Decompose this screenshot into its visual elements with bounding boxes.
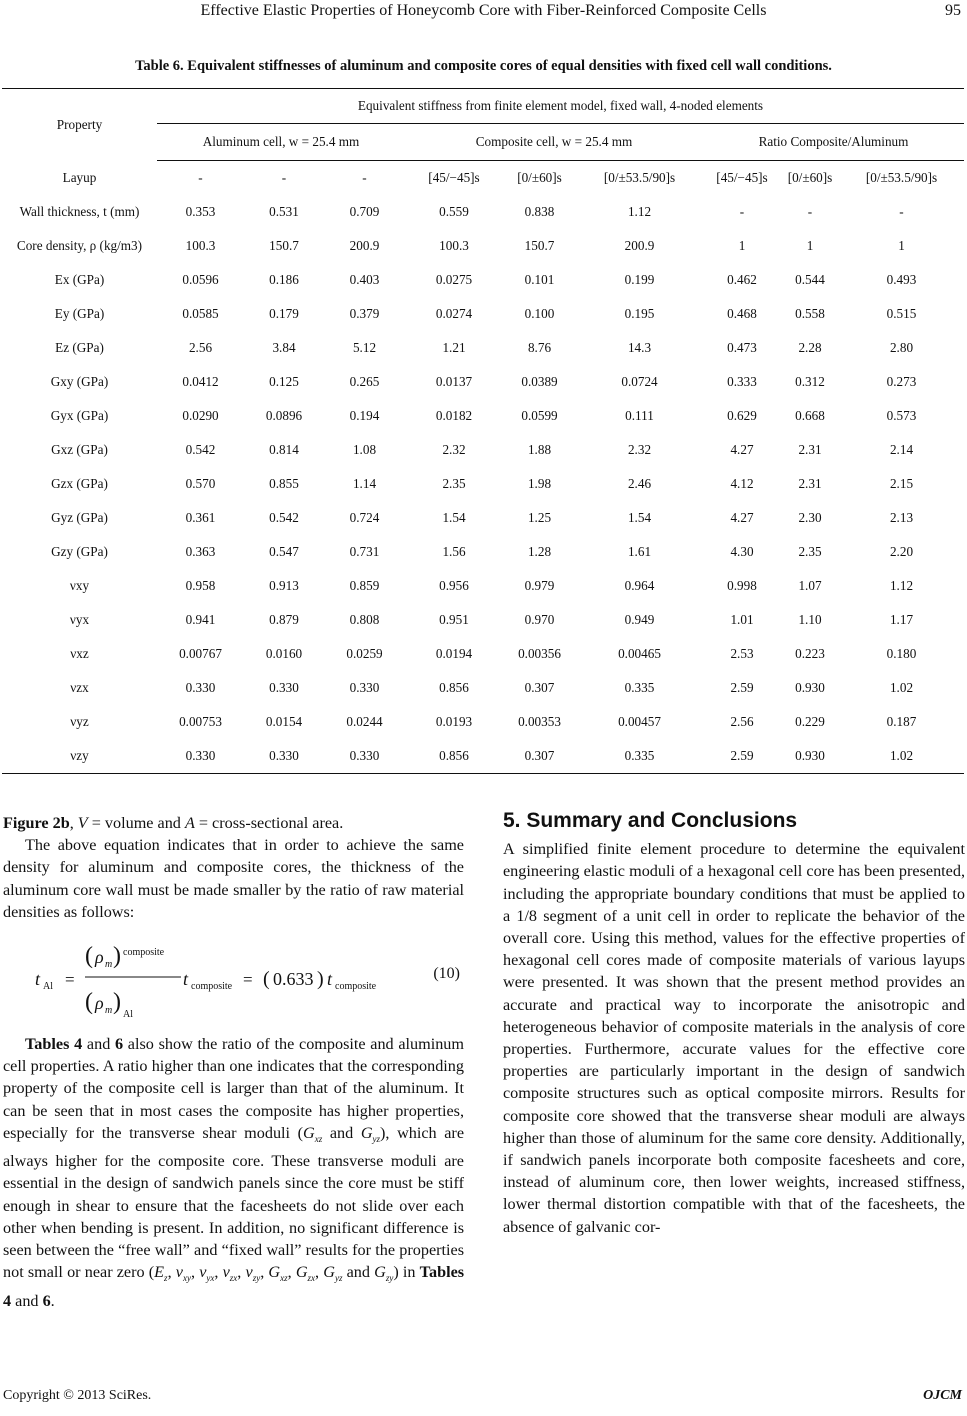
paragraph: The above equation indicates that in order to achieve the same density for aluminum and composite cores, the thickness of the aluminum core wall must be made smaller by the ratio of raw material densities as follows: [3, 836, 464, 921]
table-cell: 0.462 [727, 272, 757, 287]
table-cell: 2.53 [730, 646, 754, 661]
table-cell: 0.0896 [265, 408, 303, 423]
equation-coefficient: 0.633 [273, 969, 314, 990]
table-cell: 0.930 [781, 739, 839, 774]
table-cell: 1 [806, 238, 814, 253]
svg-text:=: = [243, 970, 253, 990]
table-cell: 1.28 [527, 544, 552, 559]
table-row [2, 297, 964, 331]
svg-text:(: ( [85, 943, 93, 970]
row-label: Ex (GPa) [54, 272, 105, 287]
paragraph: Figure 2b, V = volume and A = cross-sectional area. [3, 814, 344, 832]
table-cell: 1.21 [442, 340, 466, 355]
table-cell: 0.125 [269, 374, 299, 389]
row-label: Gxz (GPa) [51, 442, 108, 457]
table-cell: 1.88 [527, 442, 552, 457]
table-cell: 0.0585 [182, 306, 219, 321]
page-number: 95 [945, 2, 961, 19]
row-label: Layup [62, 169, 97, 185]
row-label: Core density, ρ (kg/m3) [16, 238, 143, 253]
page-footer [3, 1388, 964, 1404]
table-cell: 1.08 [352, 442, 377, 457]
table-cell: 0.0193 [435, 714, 473, 729]
table-cell: 1.54 [627, 510, 652, 525]
table-cell: 0.00753 [179, 714, 222, 729]
table-cell: 2.59 [730, 680, 754, 695]
table-cell: 5.12 [352, 340, 377, 355]
table-cell: 0.403 [349, 272, 380, 287]
table-cell: 0.00465 [618, 646, 661, 661]
table-cell: 1.01 [730, 612, 754, 627]
svg-text:(: ( [85, 989, 93, 1016]
row-label: Gxy (GPa) [50, 374, 109, 389]
figure-ref: Figure 2b [3, 814, 70, 832]
table-cell: 1.25 [527, 510, 552, 525]
table-cell: 150.7 [524, 238, 555, 253]
table-cell: 0.856 [439, 680, 469, 695]
journal-name: OJCM [923, 1388, 962, 1403]
table-cell: 0.0244 [346, 714, 383, 729]
table-row [2, 263, 964, 297]
table-cell: 0.179 [269, 306, 299, 321]
table-cell: 2.35 [442, 476, 466, 491]
table-cell: 0.361 [185, 510, 216, 525]
aluminum-subheader: Aluminum cell, w = 25.4 mm [157, 124, 405, 161]
table-cell: 1.07 [798, 578, 822, 593]
table-cell: 2.28 [798, 340, 822, 355]
svg-text:Al: Al [123, 1009, 133, 1021]
table-cell: 4.27 [730, 510, 754, 525]
table-row [2, 569, 964, 603]
table-cell: - [362, 170, 367, 185]
table-cell: 1.12 [627, 204, 652, 219]
table-cell: 0.724 [349, 510, 380, 525]
table-cell: 0.00356 [518, 646, 561, 661]
table-cell: 4.12 [730, 476, 754, 491]
table-cell: 0.542 [185, 442, 216, 457]
table-row [2, 365, 964, 399]
table-cell: 1.17 [889, 612, 914, 627]
table-cell: 0.363 [185, 544, 216, 559]
paragraph: A simplified finite element procedure to determine the equivalent engineering elastic moduli of a hexagonal cell core has been presented, including the appropriate boundary conditions that must be applied to a 1/8 segment of a unit cell in order to replicate the behavior of the overall core. Using this method, values for the effective properties of hexagonal cell cores made of composite materials of various layups were presented. It was shown that the present method provides an accurate and practical way to incorporate the anisotropic and heterogeneous behavior of composite materials in the analysis of core properties. Furthermore, accurate values for the effective core properties are particularly important in the design of sandwich composite structures such as optical composite mirrors. Results for composite core showed that the transverse shear moduli are always higher than those of aluminum for the same core density. Additionally, if sandwich panels incorporate both composite facesheets and core, instead of aluminum core, then lower weights, increased stiffness, lower thermal distortion compatible with that of the facesheets, the absence of galvanic cor- [503, 840, 965, 1236]
table-cell: 2.46 [627, 476, 652, 491]
table-cell: 0.808 [349, 612, 380, 627]
table-cell: 0.333 [727, 374, 757, 389]
table-cell: 0.941 [185, 612, 216, 627]
table-cell: 200.9 [624, 238, 655, 253]
table-cell: 0.629 [727, 408, 757, 423]
equation-10 [3, 923, 464, 1033]
table-cell: 0.0389 [521, 374, 558, 389]
svg-text:composite: composite [335, 981, 377, 993]
table-cell: [0/±53.5/90]s [603, 170, 676, 185]
table-row [2, 399, 964, 433]
table-cell: 0.970 [524, 612, 555, 627]
table-cell: - [198, 170, 203, 185]
table-cell: 0.573 [886, 408, 917, 423]
group-header: Equivalent stiffness from finite element model, fixed wall, 4-noded elements [157, 89, 964, 124]
table-cell: 0.265 [349, 374, 380, 389]
row-label: νxy [69, 578, 90, 593]
table-caption: Table 6. Equivalent stiffnesses of aluminum and composite cores of equal densities with fixed cell wall conditions. [135, 58, 832, 74]
table-cell: 0.00353 [518, 714, 561, 729]
row-label: Gzy (GPa) [51, 544, 108, 559]
table-cell: 2.15 [889, 476, 914, 491]
table-cell: 0.0290 [182, 408, 219, 423]
table-cell: 0.838 [524, 204, 555, 219]
row-label: νyz [70, 714, 89, 729]
table-cell: 0.223 [795, 646, 825, 661]
row-label: Wall thickness, t (mm) [19, 204, 140, 219]
table-cell: 0.949 [624, 612, 655, 627]
svg-text:Al: Al [43, 981, 53, 993]
svg-text:t: t [35, 969, 41, 990]
table-row [2, 433, 964, 467]
table-cell: 0.330 [349, 680, 380, 695]
table-cell: 1.61 [627, 544, 652, 559]
table-cell: 0.335 [576, 739, 703, 774]
table-cell: 0.879 [269, 612, 299, 627]
table-cell: 0.0596 [182, 272, 219, 287]
table-cell: 0.330 [185, 680, 216, 695]
table-cell: 4.27 [730, 442, 754, 457]
svg-text:ρ: ρ [95, 947, 104, 968]
table-cell: 0.353 [185, 204, 216, 219]
row-label: Gyz (GPa) [51, 510, 108, 525]
table-cell: 0.187 [886, 714, 917, 729]
table-cell: 0.544 [795, 272, 825, 287]
table-cell: 0.307 [524, 680, 555, 695]
table-cell: 0.0724 [621, 374, 658, 389]
table-cell: 0.998 [727, 578, 757, 593]
table-cell: 0.856 [405, 739, 503, 774]
table-row [2, 603, 964, 637]
table-cell: 100.3 [185, 238, 216, 253]
table-cell: 0.00767 [179, 646, 222, 661]
table-cell: 4.30 [730, 544, 754, 559]
table-cell: 0.312 [795, 374, 825, 389]
table-cell: 0.101 [524, 272, 555, 287]
table-row [2, 705, 964, 739]
table-cell: 0.668 [795, 408, 825, 423]
table-cell: 1.54 [442, 510, 466, 525]
table-row [2, 671, 964, 705]
table-cell: 0.913 [269, 578, 299, 593]
table-cell: 0.330 [157, 739, 244, 774]
table-cell: 2.30 [798, 510, 822, 525]
svg-text:t: t [183, 969, 189, 990]
table-cell: 0.979 [524, 578, 555, 593]
composite-subheader: Composite cell, w = 25.4 mm [405, 124, 703, 161]
table-cell: 0.855 [269, 476, 299, 491]
table-cell: 0.330 [269, 680, 299, 695]
equation-number: (10) [433, 965, 460, 983]
stiffness-table [2, 88, 964, 774]
table-cell: 0.964 [624, 578, 655, 593]
table-cell: 2.14 [889, 442, 914, 457]
running-header [0, 0, 967, 26]
section-title: 5. Summary and Conclusions [503, 809, 798, 832]
table-cell: 0.570 [185, 476, 216, 491]
table-body [2, 161, 964, 774]
table-cell: 1.02 [889, 680, 914, 695]
table-cell: 2.56 [730, 714, 754, 729]
svg-text:m: m [105, 1005, 113, 1017]
table-cell: 0.195 [624, 306, 655, 321]
table-cell: 1 [738, 238, 746, 253]
running-title: Effective Elastic Properties of Honeycomb Core with Fiber-Reinforced Composite Cells [200, 2, 767, 19]
table-cell: 0.0182 [435, 408, 473, 423]
copyright: Copyright © 2013 SciRes. [3, 1388, 152, 1403]
table-cell: - [807, 204, 813, 219]
table-cell: 0.180 [886, 646, 917, 661]
svg-text:t: t [327, 969, 333, 990]
svg-text:(: ( [263, 968, 270, 991]
ratio-subheader: Ratio Composite/Aluminum [703, 124, 964, 161]
table-cell: 0.307 [503, 739, 576, 774]
table-cell: [0/±60]s [517, 170, 562, 185]
svg-text:): ) [317, 968, 324, 991]
table-row [2, 331, 964, 365]
table-cell: [45/−45]s [716, 170, 768, 185]
svg-text:): ) [113, 989, 121, 1016]
table-cell: 0.958 [185, 578, 216, 593]
svg-text:): ) [113, 943, 121, 970]
row-label: νyx [69, 612, 90, 627]
table-cell: 0.0194 [435, 646, 473, 661]
table-cell: 0.558 [795, 306, 825, 321]
table-cell: 2.59 [703, 739, 781, 774]
table-cell: 0.731 [349, 544, 380, 559]
table-cell: 1.98 [527, 476, 552, 491]
equation-graphic [33, 927, 413, 1027]
table-cell: 0.493 [886, 272, 917, 287]
table-cell: 0.814 [269, 442, 299, 457]
table-cell: 0.0412 [182, 374, 219, 389]
table-cell: 100.3 [439, 238, 469, 253]
table-cell: 0.100 [524, 306, 555, 321]
table-cell: 1.10 [798, 612, 822, 627]
table-cell: 2.35 [798, 544, 822, 559]
table-cell: 3.84 [272, 340, 296, 355]
table-cell: 0.930 [795, 680, 825, 695]
table-cell: 1 [898, 238, 905, 253]
row-label: Gyx (GPa) [50, 408, 109, 423]
table-cell: 0.0274 [435, 306, 473, 321]
table-cell: 0.330 [324, 739, 405, 774]
table-cell: 0.0160 [265, 646, 303, 661]
table-row [2, 229, 964, 263]
table-cell: 0.229 [795, 714, 825, 729]
paragraph: Tables 4 and 6 also show the ratio of the composite and aluminum cell properties. A ratio higher than one indicates that the corresponding property of the composite cell is larger than that of the aluminum. It can be seen that in most cases the composite has higher properties, especially for the transverse shear moduli ($G_{xz}$ and $G_{yz}$), which are always higher for the composite core. These transverse moduli are essential in the design of sandwich panels since the core must be stiff enough in shear to ensure that the facesheets do not slide over each other when bending is present. In addition, no significant difference is seen between the “free wall” and “fixed wall” results for the properties not small or near zero ($E_z$, $\nu_{xy}$, $\nu_{yx}$, $\nu_{zx}$, $\nu_{zy}$, $G_{xz}$, $G_{zx}$, $G_{yz}$ and $G_{zy}$) in Tables 4 and 6. [3, 1035, 465, 1310]
table-cell: 1.14 [352, 476, 377, 491]
table-cell: 0.547 [269, 544, 299, 559]
table-cell: 2.31 [798, 442, 822, 457]
table-cell: 2.20 [889, 544, 914, 559]
table-cell: 0.531 [269, 204, 299, 219]
table-cell: 0.468 [727, 306, 757, 321]
svg-text:composite: composite [191, 981, 233, 993]
table-cell: 0.194 [349, 408, 380, 423]
svg-text:=: = [65, 970, 75, 990]
table-cell: 0.273 [886, 374, 917, 389]
row-label: νxz [70, 646, 89, 661]
table-cell: 2.80 [889, 340, 914, 355]
table-cell: 8.76 [527, 340, 552, 355]
table-cell: 2.31 [798, 476, 822, 491]
left-column [3, 812, 464, 1312]
table-cell: 0.330 [244, 739, 324, 774]
table-cell: 2.56 [188, 340, 213, 355]
table-cell: 0.542 [269, 510, 299, 525]
table-cell: 0.473 [727, 340, 757, 355]
table-cell: 0.956 [439, 578, 469, 593]
row-label: Ez (GPa) [55, 340, 104, 355]
svg-text:composite: composite [123, 947, 165, 959]
table-cell: - [739, 204, 745, 219]
table-cell: [0/±60]s [787, 170, 833, 185]
table-cell: 0.0259 [346, 646, 383, 661]
table-cell: 150.7 [269, 238, 299, 253]
table-cell: 0.111 [625, 408, 654, 423]
table-cell: 200.9 [349, 238, 380, 253]
table-cell: 1.56 [442, 544, 466, 559]
table-cell: 14.3 [627, 340, 652, 355]
table-row [2, 739, 964, 774]
table-cell: 0.709 [349, 204, 380, 219]
row-label: νzy [2, 739, 157, 774]
table-cell: [0/±53.5/90]s [865, 170, 938, 185]
table-row [2, 195, 964, 229]
table-row [2, 161, 964, 196]
table-cell: 0.951 [439, 612, 469, 627]
table-cell: 2.32 [627, 442, 652, 457]
row-label: Gzx (GPa) [51, 476, 108, 491]
table-cell: 0.00457 [618, 714, 661, 729]
table-cell: 0.379 [349, 306, 380, 321]
table-cell: 0.0137 [435, 374, 473, 389]
table-cell: - [899, 204, 904, 219]
table-cell: 0.559 [439, 204, 469, 219]
table-cell: 1.02 [839, 739, 964, 774]
table-cell: 0.0154 [265, 714, 303, 729]
row-label: νzx [70, 680, 89, 695]
table-row [2, 637, 964, 671]
table-row [2, 535, 964, 569]
table-cell: 0.0599 [521, 408, 558, 423]
table-cell: 0.859 [349, 578, 380, 593]
table-cell: 0.515 [886, 306, 917, 321]
table-cell: 0.335 [624, 680, 655, 695]
table-row [2, 467, 964, 501]
table-cell: 0.0275 [435, 272, 473, 287]
table-cell: 0.199 [624, 272, 655, 287]
table-row [2, 501, 964, 535]
table-cell: 1.12 [889, 578, 914, 593]
table-cell: 2.32 [442, 442, 466, 457]
row-label: Ey (GPa) [54, 306, 105, 321]
table-cell: 2.13 [889, 510, 914, 525]
table-cell: 0.186 [269, 272, 299, 287]
table-cell: - [281, 170, 287, 185]
property-header: Property [2, 89, 157, 161]
right-column [503, 810, 965, 1238]
svg-text:ρ: ρ [95, 993, 104, 1014]
table-cell: [45/−45]s [428, 170, 480, 185]
svg-text:m: m [105, 959, 113, 971]
